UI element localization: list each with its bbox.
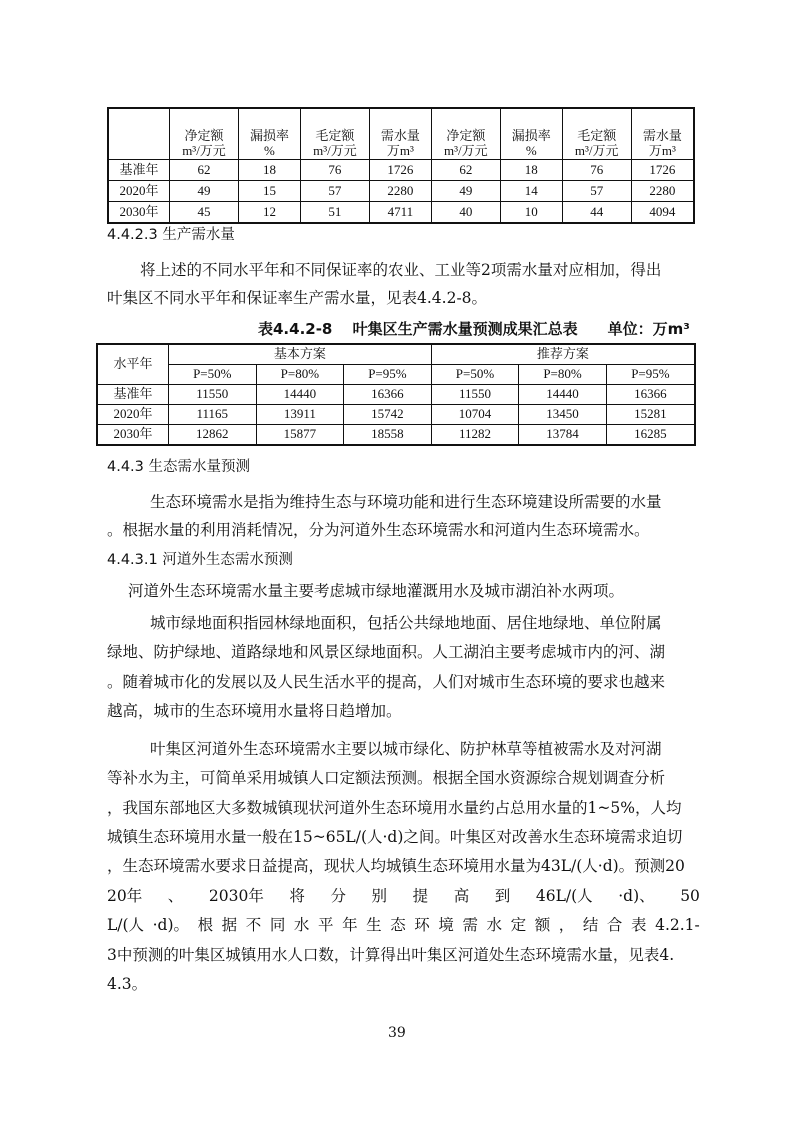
table-subheader-cell: P=50%: [431, 365, 519, 385]
table-cell: 14: [500, 181, 562, 202]
water-demand-table: [107, 107, 695, 224]
word: 高: [453, 887, 470, 905]
production-demand-table: [96, 343, 696, 446]
table-cell: 40: [431, 202, 500, 224]
word: 年: [342, 916, 358, 934]
table-header-cell: 需水量 万m³: [369, 108, 431, 160]
word: 平: [317, 916, 334, 934]
table-row: [97, 405, 695, 425]
table-header-cell: 漏损率 %: [239, 108, 301, 160]
word: 定: [510, 916, 527, 934]
table-cell: 13784: [519, 425, 607, 446]
table-cell: 15: [239, 181, 301, 202]
word: 20年: [107, 887, 143, 905]
paragraph-line: 3中预测的叶集区城镇用水人口数，计算得出叶集区河道处生态环境需水量，见表4.: [107, 946, 675, 964]
paragraph-line: 生态环境需水是指为维持生态与环境功能和进行生态环境建设所需要的水量: [150, 493, 662, 511]
table-subheader-cell: P=80%: [256, 365, 344, 385]
table-cell: 16366: [344, 385, 432, 405]
word: 50: [680, 887, 700, 905]
table-cell: 14440: [256, 385, 344, 405]
table-cell: 12862: [169, 425, 257, 446]
section-heading-4-4-3-1: 4.4.3.1 河道外生态需水预测: [107, 552, 293, 568]
table-row: [108, 160, 694, 181]
paragraph-line-justified: [107, 887, 700, 905]
paragraph-line: 4.3。: [107, 975, 148, 993]
table-subheader-cell: P=80%: [519, 365, 607, 385]
table-cell: 76: [562, 160, 631, 181]
table-subheader-cell: P=95%: [344, 365, 432, 385]
paragraph-line: 城镇生态环境用水量一般在15~65L/(人·d)之间。叶集区对改善水生态环境需求迫切: [107, 828, 683, 846]
table-cell: 16285: [606, 425, 695, 446]
table-cell: 11550: [431, 385, 519, 405]
word: 水: [293, 916, 310, 934]
word: 结: [582, 916, 599, 934]
paragraph-line-justified: [107, 916, 700, 934]
table-cell: 16366: [606, 385, 695, 405]
table-header-cell: 净定额 m³/万元: [431, 108, 500, 160]
paragraph-line: 城市绿地面积指园林绿地面积，包括公共绿地地面、居住地绿地、单位附属: [150, 614, 662, 632]
table-cell: 2280: [631, 181, 694, 202]
table-cell: 12: [239, 202, 301, 224]
word: 额: [534, 916, 551, 934]
paragraph-line: ，生态环境需水要求日益提高，现状人均城镇生态环境用水量为43L/(人·d)。预测20: [107, 857, 685, 875]
word: 将: [289, 887, 305, 905]
word: 同: [269, 916, 286, 934]
table-cell: 2030年: [108, 202, 170, 224]
table-header-cell: 毛定额 m³/万元: [562, 108, 631, 160]
word: 环: [414, 916, 430, 934]
table-cell: 2280: [369, 181, 431, 202]
table-cell: 13450: [519, 405, 607, 425]
table-cell: 4711: [369, 202, 431, 224]
table-cell: 14440: [519, 385, 607, 405]
word: 表: [631, 916, 647, 934]
word: 2030年: [208, 887, 264, 905]
table-cell: 44: [562, 202, 631, 224]
table-cell: 62: [431, 160, 500, 181]
table-cell: 51: [300, 202, 369, 224]
table-cell: 15281: [606, 405, 695, 425]
word: 分: [330, 887, 346, 905]
word: 别: [371, 887, 388, 905]
table-cell: 11165: [169, 405, 257, 425]
paragraph-line: 绿地、防护绿地、道路绿地和风景区绿地面积。人工湖泊主要考虑城市内的河、湖: [107, 643, 666, 661]
table-subheader-cell: P=95%: [606, 365, 695, 385]
table-cell: 4094: [631, 202, 694, 224]
table-cell: 1726: [631, 160, 694, 181]
table-cell: 11282: [431, 425, 519, 446]
table-header-cell: 漏损率 %: [500, 108, 562, 160]
word: 根: [197, 916, 214, 934]
table-cell: 49: [170, 181, 239, 202]
table-cell: 76: [300, 160, 369, 181]
paragraph-line: 越高，城市的生态环境用水量将日趋增加。: [107, 702, 402, 720]
table-group-header: 推荐方案: [431, 344, 695, 365]
word: 、: [167, 887, 184, 905]
word: ，: [558, 916, 575, 934]
table-caption: 表4.4.2-8 叶集区生产需水量预测成果汇总表 单位：万m³: [258, 320, 690, 338]
table-subheader-cell: P=50%: [169, 365, 257, 385]
table-row: [97, 385, 695, 405]
table-cell: 2020年: [108, 181, 170, 202]
table-row: [108, 202, 694, 224]
table-cell: 18558: [344, 425, 432, 446]
word: ·d)。: [152, 916, 190, 934]
table-cell: 45: [170, 202, 239, 224]
table-cell: 基准年: [108, 160, 170, 181]
word: 据: [221, 916, 238, 934]
table-cell: 49: [431, 181, 500, 202]
word: 46L/(人: [535, 887, 593, 905]
table-header-cell: 需水量 万m³: [631, 108, 694, 160]
table-cell: 10: [500, 202, 562, 224]
table-cell: 10704: [431, 405, 519, 425]
table-cell: 62: [170, 160, 239, 181]
section-heading-4-4-2-3: 4.4.2.3 生产需水量: [107, 227, 235, 243]
table-cell: 13911: [256, 405, 344, 425]
table-cell: 15877: [256, 425, 344, 446]
table-cell: 1726: [369, 160, 431, 181]
table-header-cell: 净定额 m³/万元: [170, 108, 239, 160]
table-cell: 57: [562, 181, 631, 202]
table-cell: 基准年: [97, 385, 169, 405]
page-number: 39: [388, 1025, 406, 1041]
table-cell: 15742: [344, 405, 432, 425]
word: L/(人: [107, 916, 145, 934]
table-cell: 2030年: [97, 425, 169, 446]
table-row: [108, 181, 694, 202]
word: 生: [366, 916, 382, 934]
table-cell: 18: [239, 160, 301, 181]
table-group-header: 基本方案: [169, 344, 432, 365]
word: 合: [606, 916, 623, 934]
paragraph-line: 叶集区不同水平年和保证率生产需水量，见表4.4.2-8。: [107, 289, 488, 307]
table-row: [97, 425, 695, 446]
table-cell: 2020年: [97, 405, 169, 425]
paragraph-line: 叶集区河道外生态环境需水主要以城市绿化、防护林草等植被需水及对河湖: [150, 740, 662, 758]
paragraph-line: 。根据水量的利用消耗情况，分为河道外生态环境需水和河道内生态环境需水。: [107, 521, 650, 539]
table-cell: 18: [500, 160, 562, 181]
table-cell: 57: [300, 181, 369, 202]
word: 态: [390, 916, 406, 934]
section-heading-4-4-3: 4.4.3 生态需水量预测: [107, 459, 251, 475]
paragraph-line: 等补水为主，可简单采用城镇人口定额法预测。根据全国水资源综合规划调查分析: [107, 769, 666, 787]
word: 不: [245, 916, 262, 934]
paragraph-line: 河道外生态环境需水量主要考虑城市绿地灌溉用水及城市湖泊补水两项。: [128, 582, 625, 600]
table-header-cell: [108, 108, 170, 160]
paragraph-line: ，我国东部地区大多数城镇现状河道外生态环境用水量约占总用水量的1~5%，人均: [107, 799, 682, 817]
table-cell: 11550: [169, 385, 257, 405]
word: 境: [438, 916, 454, 934]
table-header-cell: 水平年: [97, 344, 169, 385]
word: 到: [494, 887, 511, 905]
word: 需: [462, 916, 478, 934]
word: 水: [486, 916, 503, 934]
word: 4.2.1-: [655, 916, 700, 934]
table-header-cell: 毛定额 m³/万元: [300, 108, 369, 160]
word: 提: [412, 887, 429, 905]
word: ·d)、: [618, 887, 655, 905]
paragraph-line: 将上述的不同水平年和不同保证率的农业、工业等2项需水量对应相加，得出: [140, 261, 662, 279]
paragraph-line: 。随着城市化的发展以及人民生活水平的提高，人们对城市生态环境的要求也越来: [107, 673, 666, 691]
